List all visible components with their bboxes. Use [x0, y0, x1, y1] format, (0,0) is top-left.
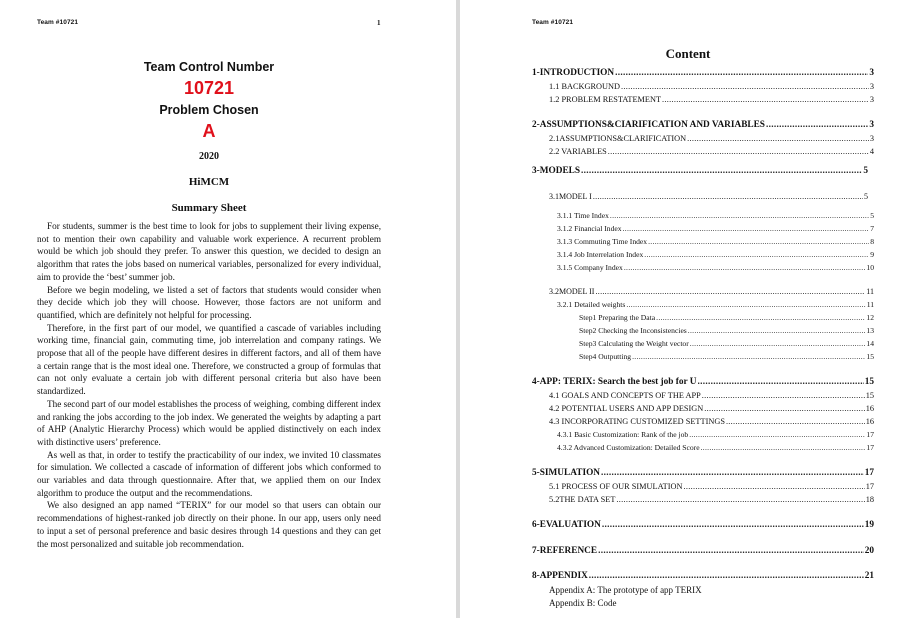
- team-number: 10721: [183, 78, 235, 98]
- summary-paragraph: The second part of our model establishes the process of weighing, combing different index and ranking the jobs according to the job index. We generated the weights by adapting a part of AHP (Analytic Hierarchy Process) which would be applied distinctively on each index with distinctive users’ preference.: [37, 398, 381, 447]
- toc-entry[interactable]: Step2 Checking the Inconsistencies ..... 13: [579, 326, 874, 335]
- page-number: 1: [377, 19, 381, 27]
- problem-letter: A: [202, 121, 216, 141]
- toc-entry[interactable]: 4.3.1 Basic Customization: Rank of the job ..... 17: [557, 430, 874, 439]
- toc-entry[interactable]: 5.2THE DATA SET ..... 18: [549, 495, 874, 504]
- page-header: Team #10721: [37, 19, 79, 26]
- toc-entry[interactable]: 1-INTRODUCTION ..... 3: [532, 68, 874, 78]
- toc-entry[interactable]: 2.2 VARIABLES ..... 4: [549, 147, 874, 156]
- toc-entry[interactable]: 4-APP: TERIX: Search the best job for U ..... 15: [532, 377, 874, 387]
- summary-page: [0, 0, 456, 618]
- toc-entry[interactable]: 3.2MODEL II ..... 11: [549, 287, 874, 296]
- toc-entry[interactable]: 4.3 INCORPORATING CUSTOMIZED SETTINGS ..... 16: [549, 417, 874, 426]
- toc-entry[interactable]: 3.1.4 Job Interrelation Index ..... 9: [557, 250, 874, 259]
- appendix-item[interactable]: Appendix B: Code: [549, 598, 617, 608]
- toc-entry[interactable]: 5.1 PROCESS OF OUR SIMULATION ..... 17: [549, 482, 874, 491]
- toc-entry[interactable]: 4.1 GOALS AND CONCEPTS OF THE APP ..... 15: [549, 391, 874, 400]
- toc-entry[interactable]: 1.1 BACKGROUND ..... 3: [549, 82, 874, 91]
- toc-entry[interactable]: 2-ASSUMPTIONS&CIARIFICATION AND VARIABLES ..... 3: [532, 120, 874, 130]
- toc-entry[interactable]: 3.1.3 Commuting Time Index ..... 8: [557, 237, 874, 246]
- toc-entry[interactable]: 6-EVALUATION ..... 19: [532, 520, 874, 530]
- toc-entry[interactable]: Step1 Preparing the Data ..... 12: [579, 313, 874, 322]
- toc-entry[interactable]: 4.2 POTENTIAL USERS AND APP DESIGN ..... 16: [549, 404, 874, 413]
- toc-entry[interactable]: 7-REFERENCE ..... 20: [532, 546, 874, 556]
- toc-entry[interactable]: 3-MODELS ..... 5: [532, 166, 868, 176]
- appendix-item[interactable]: Appendix A: The prototype of app TERIX: [549, 585, 702, 595]
- toc-entry[interactable]: Step3 Calculating the Weight vector ..... 14: [579, 339, 874, 348]
- toc-entry[interactable]: 1.2 PROBLEM RESTATEMENT ..... 3: [549, 95, 874, 104]
- summary-paragraph: For students, summer is the best time to look for jobs to supplement their living expense, not to mention their own capability and valuable work experience. A recurrent problem would be which job should they prefer. To answer this question, we decided to design an algorithm that rates the jobs based on numerical variables, personalized for every individual, aim to provide the ‘best’ summer job.: [37, 221, 381, 282]
- contents-title: Content: [665, 46, 711, 61]
- year: 2020: [199, 151, 219, 162]
- problem-label: Problem Chosen: [159, 103, 259, 117]
- summary-title: Summary Sheet: [171, 202, 247, 214]
- contest-name: HiMCM: [188, 176, 230, 188]
- summary-paragraph: Therefore, in the first part of our model, we quantified a cascade of variables including working time, financial gain, commuting time, job interrelation and company ratings. We propose that all of the people have different desires in different factors, and all of them have a certain range that is the most ideal one. Therefore, we constructed a group of formulas that can not only evaluate a certain job with different personal criteria but also have been standardized.: [37, 322, 381, 397]
- team-label: Team Control Number: [143, 60, 275, 74]
- toc-entry[interactable]: 2.1ASSUMPTIONS&CLARIFICATION ..... 3: [549, 134, 874, 143]
- summary-paragraph: We also designed an app named “TERIX” for our model so that users can obtain our recommendations of highest-ranked job directly on their phone. In our app, users only need to input a set of personal preference and basic desires through 14 questions and they can get the most personalized and suitable job recommendation.: [37, 500, 381, 549]
- toc-entry[interactable]: Step4 Outputting ..... 15: [579, 352, 874, 361]
- toc-entry[interactable]: 8-APPENDIX ..... 21: [532, 571, 874, 581]
- toc-entry[interactable]: 5-SIMULATION ..... 17: [532, 468, 874, 478]
- summary-body: [37, 220, 381, 550]
- summary-paragraph: Before we begin modeling, we listed a set of factors that students would consider when they decide which job they will choose. However, those factors are not uniform and quantified, which are definitely not helpful for processing.: [37, 284, 381, 320]
- toc-entry[interactable]: 3.1MODEL I ..... 5: [549, 192, 868, 201]
- summary-paragraph: As well as that, in order to testify the practicability of our index, we invited 10 classmates for simulation. We collected a cascade of information of different jobs which conformed to our variables and data through questionnaire. After that, we applied them on our Index algorithm to produce the output and the recommendations.: [37, 449, 381, 498]
- contents-page: [460, 0, 916, 618]
- toc-entry[interactable]: 3.1.1 Time Index ..... 5: [557, 211, 874, 220]
- toc-entry[interactable]: 3.1.5 Company Index ..... 10: [557, 263, 874, 272]
- toc-entry[interactable]: 3.2.1 Detailed weights ..... 11: [557, 300, 874, 309]
- page-header: Team #10721: [532, 19, 574, 26]
- toc-entry[interactable]: 4.3.2 Advanced Customization: Detailed Score ..... 17: [557, 443, 874, 452]
- toc-entry[interactable]: 3.1.2 Financial Index ..... 7: [557, 224, 874, 233]
